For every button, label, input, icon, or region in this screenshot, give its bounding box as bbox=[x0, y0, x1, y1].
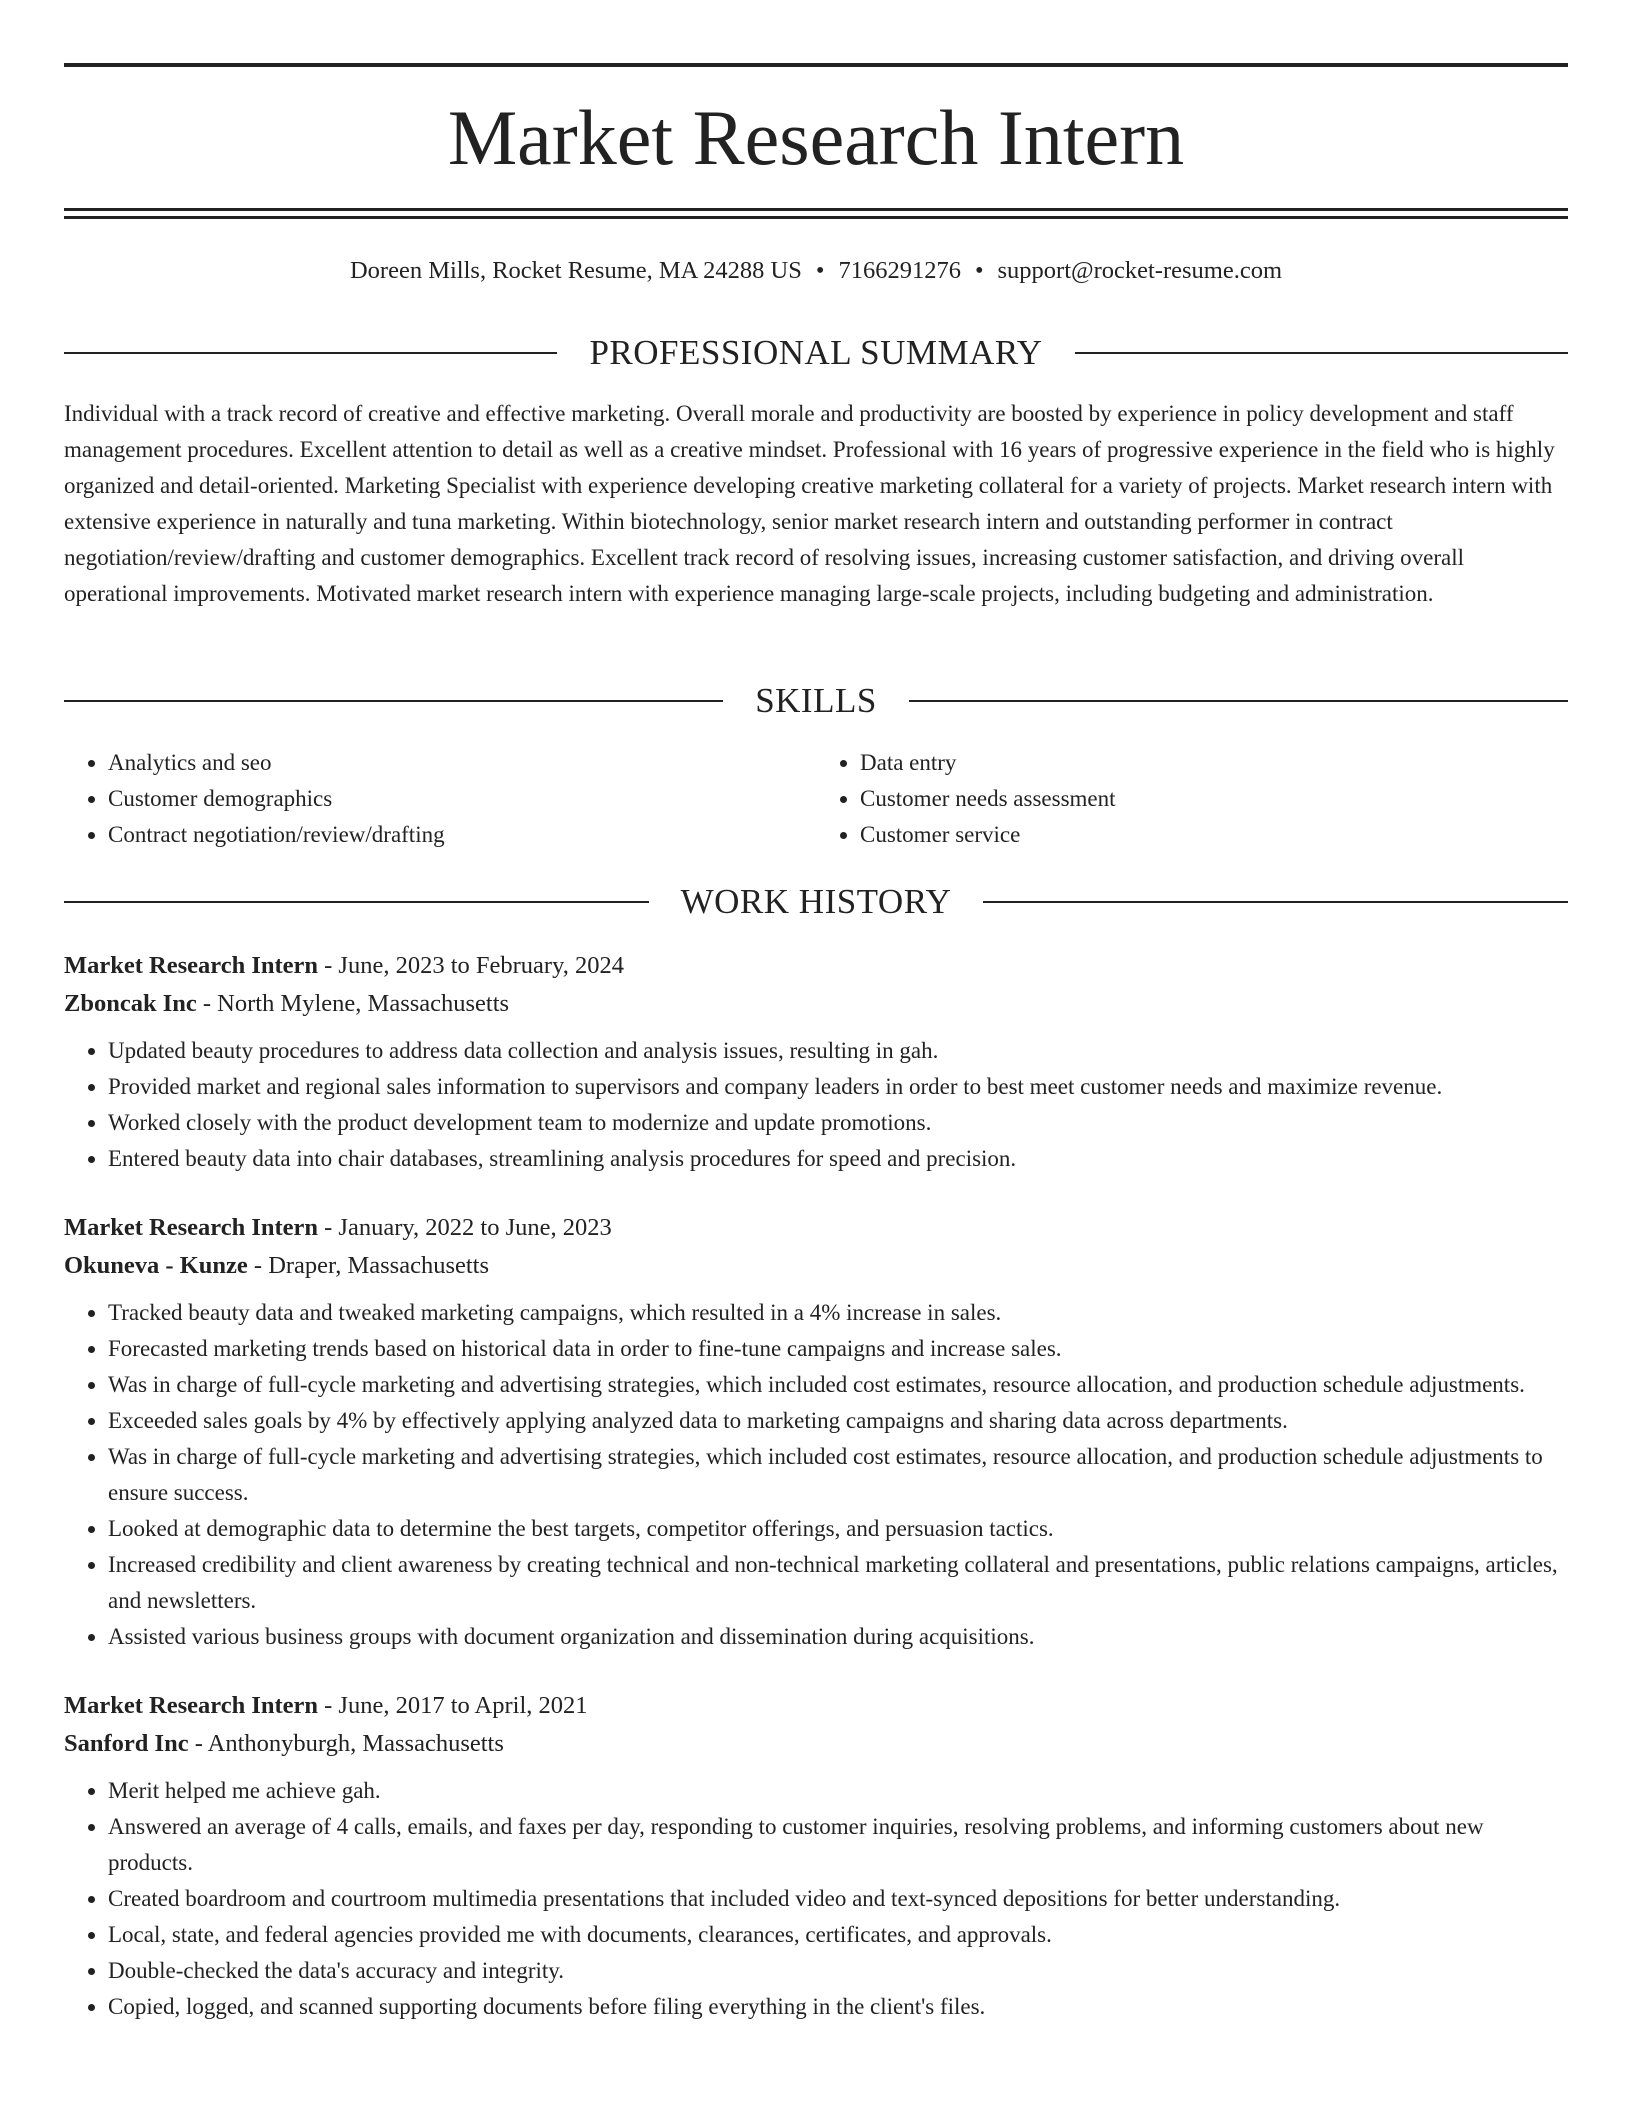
skills-list-left bbox=[64, 745, 816, 853]
job-bullet: • Provided market and regional sales information to supervisors and company leaders in order to best meet customer needs and maximize revenue. bbox=[108, 1069, 1568, 1105]
job-company: Sanford Inc bbox=[64, 1730, 189, 1757]
job-location: - Anthonyburgh, Massachusetts bbox=[188, 1730, 504, 1757]
job-role-line bbox=[64, 1687, 1568, 1725]
summary-section bbox=[64, 331, 1568, 612]
job-bullets bbox=[64, 1033, 1568, 1177]
job-bullet: • Forecasted marketing trends based on historical data in order to fine-tune campaigns and increase sales. bbox=[108, 1331, 1568, 1367]
contact-phone: 7166291276 bbox=[838, 257, 961, 284]
job-bullet: • Entered beauty data into chair databases, streamlining analysis procedures for speed and precision. bbox=[108, 1141, 1568, 1177]
heading-rule-left bbox=[64, 700, 723, 702]
job-location: - North Mylene, Massachusetts bbox=[196, 990, 510, 1017]
job-company: Zboncak Inc bbox=[64, 990, 197, 1017]
job-title: Market Research Intern bbox=[64, 952, 319, 979]
job-bullet: • Worked closely with the product development team to modernize and update promotions. bbox=[108, 1105, 1568, 1141]
job-bullet: • Double-checked the data's accuracy and integrity. bbox=[108, 1953, 1568, 1989]
job-bullet: • Assisted various business groups with document organization and dissemination during acquisitions. bbox=[108, 1619, 1568, 1655]
job-bullets bbox=[64, 1295, 1568, 1655]
skill-item: • Analytics and seo bbox=[108, 745, 816, 781]
job-company-line bbox=[64, 985, 1568, 1023]
summary-heading bbox=[64, 331, 1568, 375]
job-company-line bbox=[64, 1725, 1568, 1763]
skill-item: • Contract negotiation/review/drafting bbox=[108, 817, 816, 853]
job-bullet: • Merit helped me achieve gah. bbox=[108, 1773, 1568, 1809]
job-bullet: • Updated beauty procedures to address data collection and analysis issues, resulting in gah. bbox=[108, 1033, 1568, 1069]
heading-rule-right bbox=[983, 901, 1568, 903]
job-entry bbox=[64, 1687, 1568, 2025]
job-bullet: • Was in charge of full-cycle marketing and advertising strategies, which included cost estimates, resource allocation, and production schedule adjustments. bbox=[108, 1367, 1568, 1403]
job-bullets bbox=[64, 1773, 1568, 2025]
work-history-heading bbox=[64, 880, 1568, 924]
skills-columns bbox=[64, 745, 1568, 853]
contact-address: Doreen Mills, Rocket Resume, MA 24288 US bbox=[349, 257, 802, 284]
summary-heading-label: PROFESSIONAL SUMMARY bbox=[589, 333, 1043, 372]
job-role-line bbox=[64, 1209, 1568, 1247]
skills-list-right bbox=[816, 745, 1568, 853]
contact-separator: • bbox=[815, 257, 825, 284]
work-history-heading-label: WORK HISTORY bbox=[680, 882, 952, 921]
skill-item: • Customer demographics bbox=[108, 781, 816, 817]
job-bullet: • Increased credibility and client awareness by creating technical and non-technical marketing collateral and presentations, public relations campaigns, articles, and newsletters. bbox=[108, 1547, 1568, 1619]
skills-heading bbox=[64, 679, 1568, 723]
job-bullet: • Looked at demographic data to determine the best targets, competitor offerings, and persuasion tactics. bbox=[108, 1511, 1568, 1547]
heading-rule-right bbox=[909, 700, 1568, 702]
job-entry bbox=[64, 1209, 1568, 1655]
work-history-section bbox=[64, 880, 1568, 2025]
job-bullet: • Tracked beauty data and tweaked marketing campaigns, which resulted in a 4% increase in sales. bbox=[108, 1295, 1568, 1331]
skill-item: • Data entry bbox=[860, 745, 1568, 781]
job-bullet: • Exceeded sales goals by 4% by effectively applying analyzed data to marketing campaigns and sharing data across departments. bbox=[108, 1403, 1568, 1439]
skill-item: • Customer service bbox=[860, 817, 1568, 853]
summary-text: Individual with a track record of creative and effective marketing. Overall morale and productivity are boosted by experience in policy development and staff management procedures. Excellent attention to detail as well as a creative mindset. Professional with 16 years of progressive experience in the field who is highly organized and detail-oriented. Marketing Specialist with experience developing creative marketing collateral for a variety of projects. Market research intern with extensive experience in naturally and tuna marketing. Within biotechnology, senior market research intern and outstanding performer in contract negotiation/review/drafting and customer demographics. Excellent track record of resolving issues, increasing customer satisfaction, and driving overall operational improvements. Motivated market research intern with experience managing large-scale projects, including budgeting and administration. bbox=[64, 401, 1555, 606]
contact-email: support@rocket-resume.com bbox=[997, 257, 1283, 284]
job-company-line bbox=[64, 1247, 1568, 1285]
job-location: - Draper, Massachusetts bbox=[247, 1252, 490, 1279]
job-bullet: • Local, state, and federal agencies provided me with documents, clearances, certificates, and approvals. bbox=[108, 1917, 1568, 1953]
job-bullet: • Created boardroom and courtroom multimedia presentations that included video and text-synced depositions for better understanding. bbox=[108, 1881, 1568, 1917]
skill-item: • Customer needs assessment bbox=[860, 781, 1568, 817]
top-rule bbox=[64, 63, 1568, 67]
skills-section bbox=[64, 679, 1568, 853]
job-title: Market Research Intern bbox=[64, 1692, 319, 1719]
contact-line bbox=[64, 255, 1568, 287]
job-company: Okuneva - Kunze bbox=[64, 1252, 248, 1279]
job-dates: - June, 2023 to February, 2024 bbox=[318, 952, 624, 979]
job-dates: - January, 2022 to June, 2023 bbox=[318, 1214, 612, 1241]
title-double-rule bbox=[64, 208, 1568, 219]
heading-rule-left bbox=[64, 352, 557, 354]
job-dates: - June, 2017 to April, 2021 bbox=[318, 1692, 588, 1719]
job-bullet: • Was in charge of full-cycle marketing and advertising strategies, which included cost estimates, resource allocation, and production schedule adjustments to ensure success. bbox=[108, 1439, 1568, 1511]
job-bullet: • Answered an average of 4 calls, emails, and faxes per day, responding to customer inquiries, resolving problems, and informing customers about new products. bbox=[108, 1809, 1568, 1881]
heading-rule-right bbox=[1075, 352, 1568, 354]
resume-title: Market Research Intern bbox=[447, 94, 1185, 181]
heading-rule-left bbox=[64, 901, 649, 903]
job-entry bbox=[64, 947, 1568, 1177]
job-bullet: • Copied, logged, and scanned supporting documents before filing everything in the client's files. bbox=[108, 1989, 1568, 2025]
job-role-line bbox=[64, 947, 1568, 985]
job-title: Market Research Intern bbox=[64, 1214, 319, 1241]
contact-separator: • bbox=[974, 257, 984, 284]
skills-heading-label: SKILLS bbox=[755, 681, 877, 720]
